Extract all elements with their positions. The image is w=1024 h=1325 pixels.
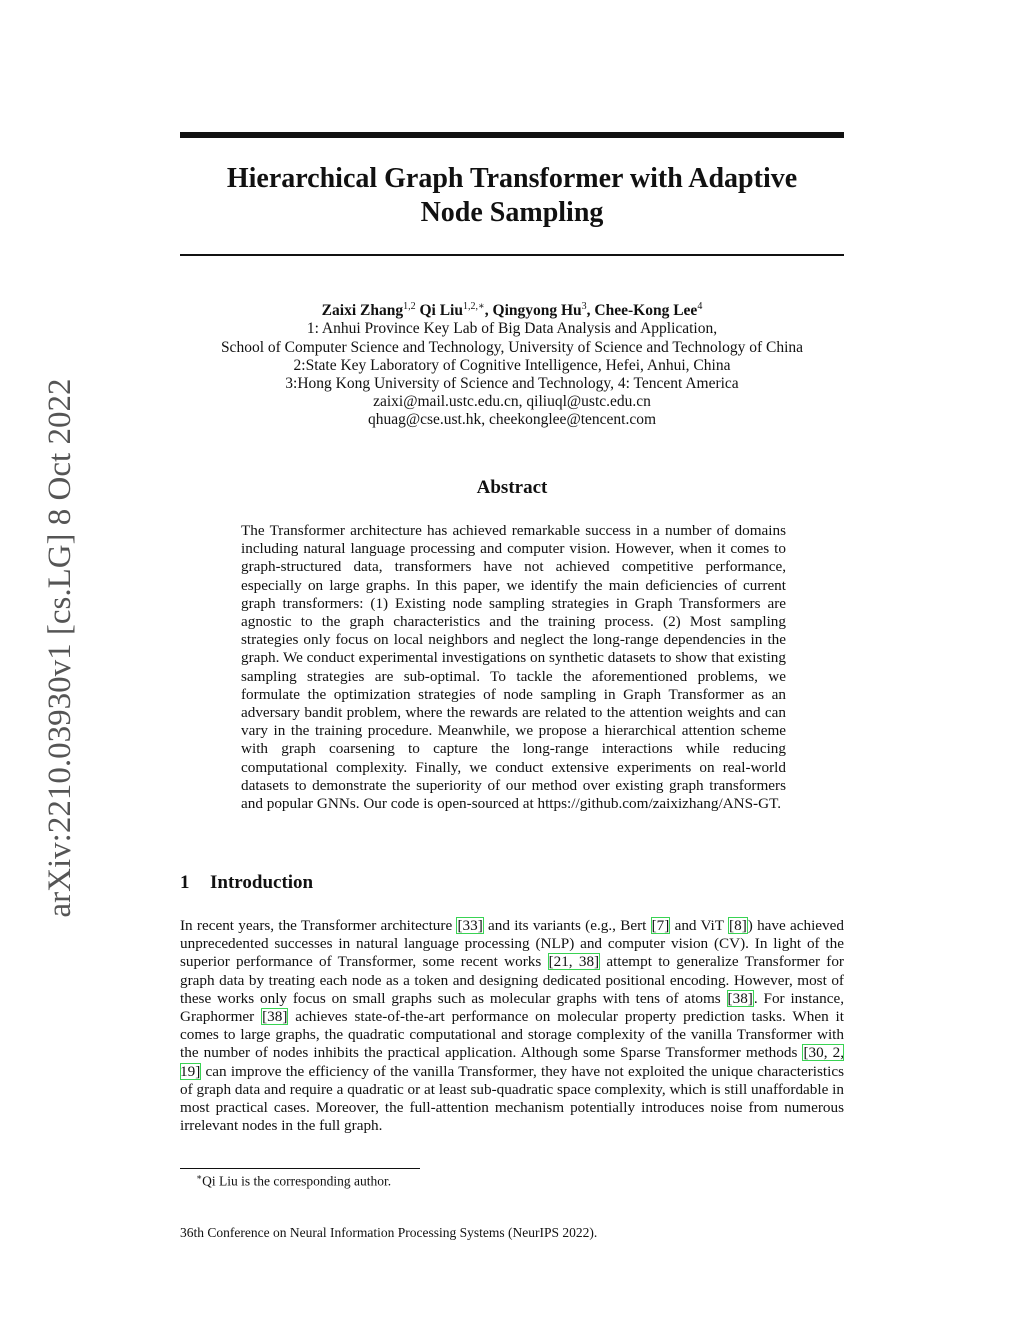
author-3-affil: 3: [581, 301, 587, 312]
footnote: [196, 1172, 391, 1190]
abstract-heading: Abstract: [476, 477, 548, 498]
paper-title: [180, 162, 844, 230]
author-names: [150, 298, 874, 320]
section-heading-introduction: [180, 872, 313, 894]
intro-text: achieves state-of-the-art performance on molecular property prediction tasks. When it comes to large graphs, the quadratic computational and storage complexity of the vanilla Transformer with the number of nodes inhibits the practical application. Although some Sparse Transformer methods: [180, 1008, 844, 1062]
affiliation-line: School of Computer Science and Technology, University of Science and Technology of China: [220, 338, 804, 356]
email-line: qhuag@cse.ust.hk, cheekonglee@tencent.com: [367, 411, 657, 429]
introduction-paragraph: [180, 917, 844, 1135]
citation-link[interactable]: [8]: [729, 917, 747, 934]
author-2: Qi Liu: [415, 302, 463, 320]
author-2-affil: 1,2,∗: [462, 301, 485, 312]
section-number: 1: [180, 872, 190, 893]
email-line: zaixi@mail.ustc.edu.cn, qiliuql@ustc.edu.cn: [373, 393, 651, 411]
author-4-affil: 4: [697, 301, 703, 312]
abstract-body: The Transformer architecture has achieved remarkable success in a number of domains including natural language processing and computer vision. However, when it comes to graph-structured data, transformers have not achieved competitive performance, especially on large graphs. In this paper, we identify the main deficiencies of current graph transformers: (1) Existing node sampling strategies in Graph Transformers are agnostic to the graph characteristics and the training process. (2) Most sampling strategies only focus on local neighbors and neglect the long-range dependencies in the graph. We conduct experimental investigations on synthetic datasets to show that existing sampling strategies are sub-optimal. To tackle the aforementioned problems, we formulate the optimization strategies of node sampling in Graph Transformer as an adversary bandit problem, where the rewards are related to the attention weights and can vary in the training procedure. Meanwhile, we propose a hierarchical attention scheme with graph coarsening to capture the long-range interactions while reducing computational complexity. Finally, we conduct extensive experiments on real-world datasets to demonstrate the superiority of our method over existing graph transformers and popular GNNs. Our code is open-sourced at https://github.com/zaixizhang/ANS-GT.: [241, 522, 786, 813]
title-bottom-rule: [180, 254, 844, 256]
author-1-affil: 1,2: [403, 301, 416, 312]
intro-text: can improve the efficiency of the vanilla Transformer, they have not exploited the unique characteristics of graph data and require a quadratic or at least sub-quadratic space complexity, which is still unaffordable in most practical cases. Moreover, the full-attention mechanism potentially introduces noise from numerous irrelevant nodes in the full graph.: [180, 1062, 844, 1135]
citation-link[interactable]: [7]: [651, 917, 670, 934]
intro-text: In recent years, the Transformer architecture: [180, 917, 457, 934]
intro-text: and ViT: [670, 917, 729, 934]
citation-link[interactable]: [33]: [457, 917, 483, 934]
arxiv-sidebar-stamp: arXiv:2210.03930v1 [cs.LG] 8 Oct 2022: [42, 378, 78, 918]
footnote-text: Qi Liu is the corresponding author.: [202, 1173, 392, 1189]
affiliation-line: 2:State Key Laboratory of Cognitive Intelligence, Hefei, Anhui, China: [293, 356, 731, 374]
author-3: , Qingyong Hu: [484, 302, 582, 320]
citation-link[interactable]: [30, 2, 19]: [180, 1044, 844, 1080]
footnote-rule: [180, 1168, 420, 1169]
title-line-2: Node Sampling: [420, 197, 604, 228]
author-4: , Chee-Kong Lee: [586, 302, 698, 320]
intro-text: and its variants (e.g., Bert: [483, 917, 651, 934]
citation-link[interactable]: [21, 38]: [548, 953, 600, 971]
footnote-mark: ∗: [196, 1172, 203, 1182]
intro-text: . For instance, Graphormer: [180, 989, 844, 1026]
title-top-rule: [180, 132, 844, 138]
intro-text: ) have achieved unprecedented successes in natural language processing (NLP) and computer vision (CV). In light of the superior performance of Transformer, some recent works: [180, 917, 844, 971]
author-block: [150, 298, 874, 430]
section-title: Introduction: [210, 872, 314, 893]
conference-note: 36th Conference on Neural Information Processing Systems (NeurIPS 2022).: [180, 1225, 598, 1240]
author-1: Zaixi Zhang: [321, 302, 404, 320]
citation-link[interactable]: [38]: [262, 1008, 288, 1026]
citation-link[interactable]: [38]: [727, 989, 753, 1007]
intro-text: attempt to generalize Transformer for graph data by treating each node as a token and designing dedicated positional encoding. However, most of these works only focus on small graphs such as molecular graphs with tens of atoms: [180, 953, 844, 1007]
affiliation-line: 1: Anhui Province Key Lab of Big Data Analysis and Application,: [306, 320, 718, 338]
title-line-1: Hierarchical Graph Transformer with Adaptive: [226, 163, 798, 194]
affiliation-line: 3:Hong Kong University of Science and Technology, 4: Tencent America: [285, 374, 739, 392]
